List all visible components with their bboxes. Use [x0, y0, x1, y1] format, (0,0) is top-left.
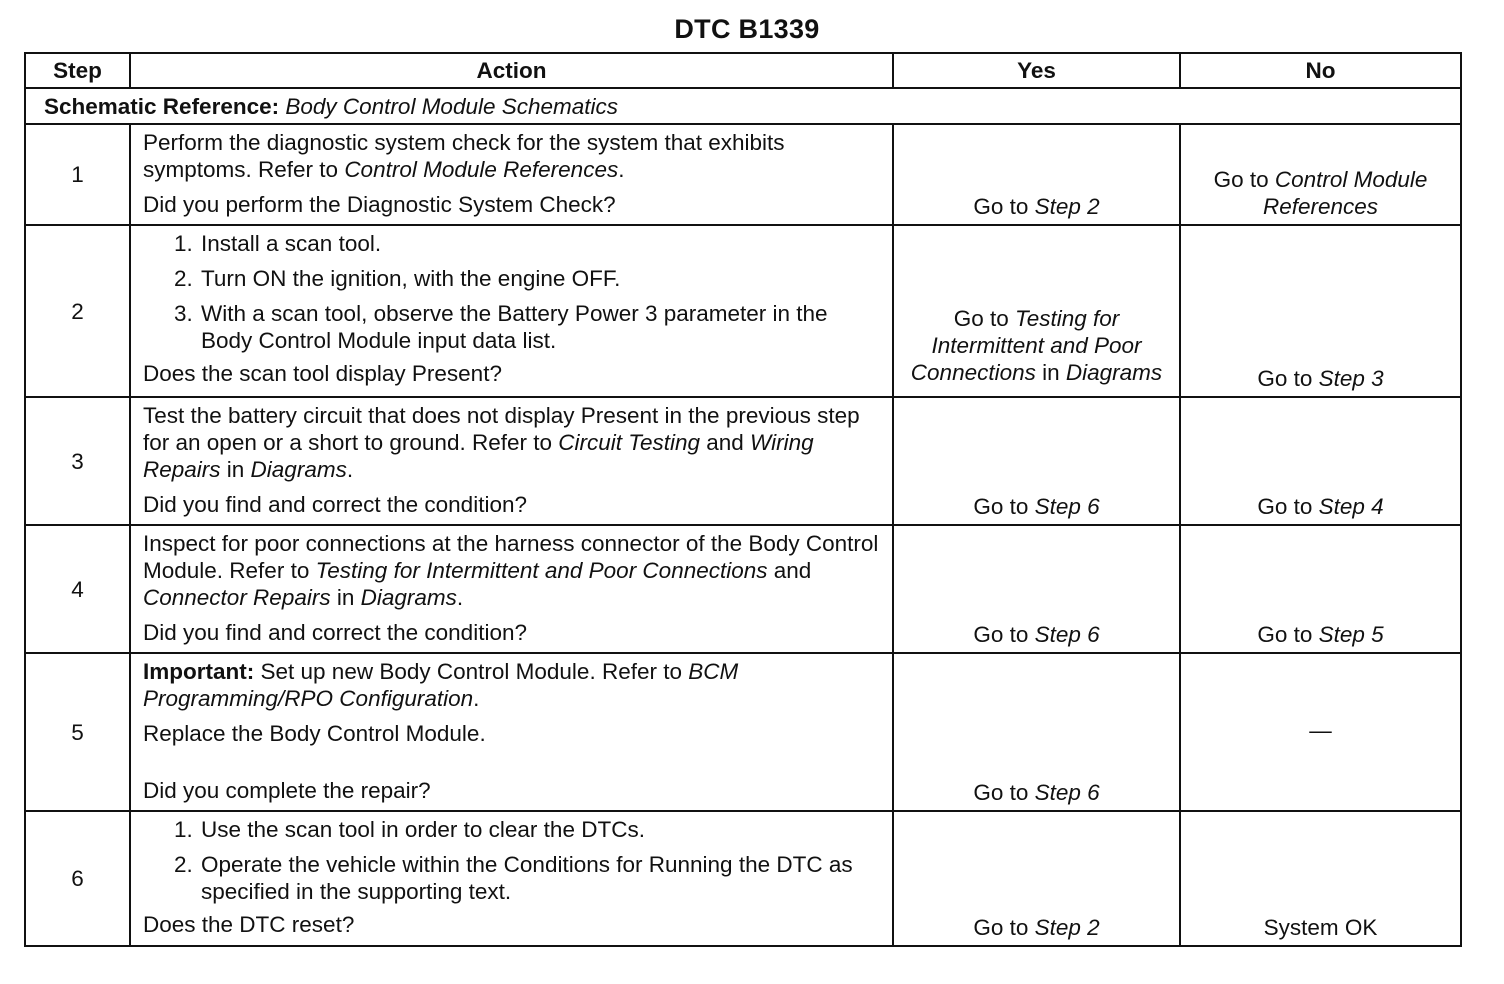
- instruction-list: [143, 816, 882, 905]
- schematic-label: Schematic Reference:: [44, 93, 280, 119]
- yes-link: Testing for Intermittent and Poor Connections: [910, 306, 1142, 385]
- no-cell: Go to Step 4: [1180, 397, 1461, 525]
- diagnostic-table: [24, 52, 1462, 947]
- no-cell: —: [1180, 653, 1461, 811]
- table-row: [25, 525, 1461, 653]
- action-cell: [130, 525, 893, 653]
- yes-link: Step 2: [1034, 194, 1100, 219]
- action-text: Inspect for poor connections at the harness connector of the Body Control Module. Refer to Testing for Intermittent and Poor Connections and Connector Repairs in Diagrams.: [143, 531, 879, 610]
- schematic-link: Body Control Module Schematics: [285, 93, 619, 119]
- reference-link: Circuit Testing: [558, 430, 700, 455]
- table-row: [25, 124, 1461, 225]
- question-text: Did you find and correct the condition?: [143, 492, 527, 517]
- yes-link-2: Diagrams: [1065, 360, 1163, 385]
- yes-link: Step 6: [1034, 494, 1100, 519]
- question-text: Does the DTC reset?: [143, 912, 355, 937]
- table-row: [25, 653, 1461, 811]
- header-step: Step: [25, 53, 130, 88]
- list-item: 3. With a scan tool, observe the Battery Power 3 parameter in the Body Control Module input data list.: [199, 300, 882, 354]
- no-link: Control Module References: [1262, 167, 1428, 219]
- yes-link: Step 6: [1034, 780, 1100, 805]
- question-text: Did you perform the Diagnostic System Check?: [143, 192, 616, 217]
- action-cell: [130, 397, 893, 525]
- action-text: Test the battery circuit that does not display Present in the previous step for an open or a short to ground. Refer to Circuit Testing and Wiring Repairs in Diagrams.: [143, 403, 860, 482]
- no-cell: Go to Step 5: [1180, 525, 1461, 653]
- question-text: Did you find and correct the condition?: [143, 620, 527, 645]
- yes-cell: Go to Step 6: [893, 653, 1180, 811]
- reference-link: BCM Programming/RPO Configuration: [143, 659, 739, 711]
- no-link: Step 4: [1318, 494, 1384, 519]
- yes-cell: Go to Step 2: [893, 811, 1180, 946]
- yes-link: Step 2: [1034, 915, 1100, 940]
- step-number: 1: [25, 124, 130, 225]
- no-cell: Go to Step 3: [1180, 225, 1461, 397]
- table-row: [25, 397, 1461, 525]
- yes-link: Step 6: [1034, 622, 1100, 647]
- header-yes: Yes: [893, 53, 1180, 88]
- page-title: DTC B1339: [674, 14, 820, 44]
- no-cell: Go to Control Module References: [1180, 124, 1461, 225]
- schematic-reference-row: [25, 88, 1461, 124]
- instruction-list: [143, 230, 882, 354]
- yes-cell: Go to Step 6: [893, 525, 1180, 653]
- action-text: Replace the Body Control Module.: [143, 721, 486, 746]
- yes-cell: Go to Testing for Intermittent and Poor Connections in Diagrams: [893, 225, 1180, 397]
- list-item: 1. Use the scan tool in order to clear the DTCs.: [199, 816, 882, 843]
- reference-link: Diagrams: [360, 585, 457, 610]
- reference-link: Wiring Repairs: [143, 430, 814, 482]
- step-number: 3: [25, 397, 130, 525]
- list-item: 1. Install a scan tool.: [199, 230, 882, 257]
- action-cell: [130, 225, 893, 397]
- action-cell: [130, 653, 893, 811]
- action-text: Perform the diagnostic system check for the system that exhibits symptoms. Refer to Control Module References.: [143, 130, 785, 182]
- list-item: 2. Turn ON the ignition, with the engine OFF.: [199, 265, 882, 292]
- no-cell: System OK: [1180, 811, 1461, 946]
- reference-link: Connector Repairs: [143, 585, 331, 610]
- schematic-reference: [25, 88, 1461, 124]
- table-row: [25, 225, 1461, 397]
- reference-link: Diagrams: [250, 457, 347, 482]
- header-action: Action: [130, 53, 893, 88]
- yes-cell: Go to Step 2: [893, 124, 1180, 225]
- action-text: Important: Set up new Body Control Module. Refer to BCM Programming/RPO Configuration.: [143, 659, 739, 711]
- question-text: Does the scan tool display Present?: [143, 361, 502, 386]
- action-cell: [130, 124, 893, 225]
- no-link: Step 5: [1318, 622, 1384, 647]
- question-text: Did you complete the repair?: [143, 778, 431, 803]
- list-item: 2. Operate the vehicle within the Conditions for Running the DTC as specified in the supporting text.: [199, 851, 882, 905]
- header-row: [25, 53, 1461, 88]
- important-label: Important:: [143, 659, 255, 684]
- table-row: [25, 811, 1461, 946]
- step-number: 5: [25, 653, 130, 811]
- action-cell: [130, 811, 893, 946]
- header-no: No: [1180, 53, 1461, 88]
- step-number: 4: [25, 525, 130, 653]
- yes-cell: Go to Step 6: [893, 397, 1180, 525]
- step-number: 2: [25, 225, 130, 397]
- reference-link: Control Module References: [344, 157, 619, 182]
- no-link: Step 3: [1318, 366, 1384, 391]
- step-number: 6: [25, 811, 130, 946]
- reference-link: Testing for Intermittent and Poor Connections: [315, 558, 768, 583]
